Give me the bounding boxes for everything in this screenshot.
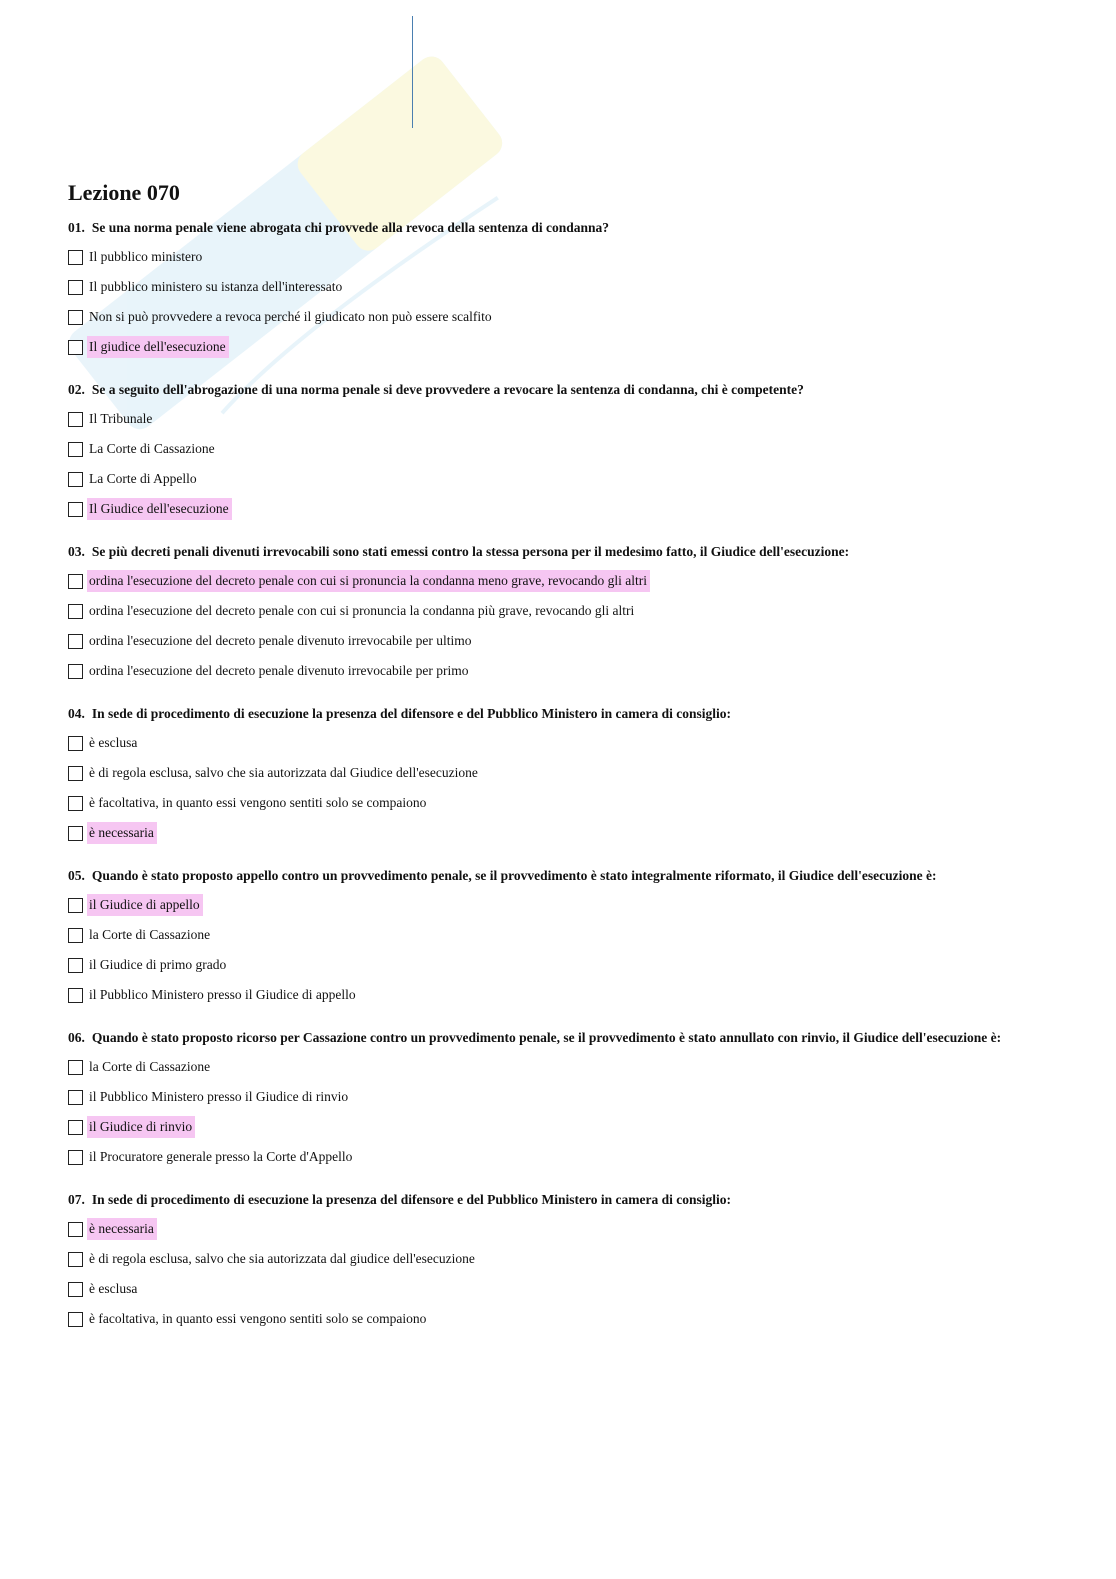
checkbox-icon[interactable] <box>68 898 83 913</box>
answer-label-highlighted: il Giudice di rinvio <box>87 1116 195 1138</box>
checkbox-icon[interactable] <box>68 1120 83 1135</box>
answer-option[interactable] <box>68 466 1068 492</box>
question-number: 05. <box>68 868 85 883</box>
answer-label: il Pubblico Ministero presso il Giudice di appello <box>89 987 356 1002</box>
question-text <box>68 380 1068 400</box>
checkbox-icon[interactable] <box>68 826 83 841</box>
checkbox-icon[interactable] <box>68 1312 83 1327</box>
question-list <box>68 218 1068 1332</box>
answer-option[interactable] <box>68 1144 1068 1170</box>
question-text <box>68 1028 1068 1048</box>
question-text <box>68 704 1068 724</box>
answer-option[interactable] <box>68 730 1068 756</box>
answer-label-highlighted: è necessaria <box>87 1218 157 1240</box>
question-number: 01. <box>68 220 85 235</box>
answer-option[interactable] <box>68 790 1068 816</box>
answer-option[interactable] <box>68 1276 1068 1302</box>
question-number: 02. <box>68 382 85 397</box>
question-number: 04. <box>68 706 85 721</box>
answer-label: è di regola esclusa, salvo che sia autorizzata dal giudice dell'esecuzione <box>89 1251 475 1266</box>
checkbox-icon[interactable] <box>68 472 83 487</box>
answer-label: è esclusa <box>89 1281 138 1296</box>
checkbox-icon[interactable] <box>68 766 83 781</box>
checkbox-icon[interactable] <box>68 1252 83 1267</box>
answer-option[interactable] <box>68 598 1068 624</box>
checkbox-icon[interactable] <box>68 442 83 457</box>
answer-option[interactable] <box>68 304 1068 330</box>
answer-label-highlighted: Il Giudice dell'esecuzione <box>87 498 232 520</box>
answer-label: il Giudice di primo grado <box>89 957 227 972</box>
checkbox-icon[interactable] <box>68 1282 83 1297</box>
checkbox-icon[interactable] <box>68 574 83 589</box>
checkbox-icon[interactable] <box>68 736 83 751</box>
question-7 <box>68 1190 1068 1332</box>
answer-label: è facoltativa, in quanto essi vengono sentiti solo se compaiono <box>89 795 427 810</box>
answer-label: Non si può provvedere a revoca perché il giudicato non può essere scalfito <box>89 309 492 324</box>
checkbox-icon[interactable] <box>68 1150 83 1165</box>
answer-label-highlighted: Il giudice dell'esecuzione <box>87 336 229 358</box>
answer-option[interactable] <box>68 922 1068 948</box>
question-text <box>68 866 1068 886</box>
question-5 <box>68 866 1068 1008</box>
answer-option[interactable] <box>68 1216 1068 1242</box>
answer-option[interactable] <box>68 1084 1068 1110</box>
question-number: 07. <box>68 1192 85 1207</box>
answer-label: il Pubblico Ministero presso il Giudice di rinvio <box>89 1089 349 1104</box>
answer-option[interactable] <box>68 760 1068 786</box>
question-3 <box>68 542 1068 684</box>
question-prompt: Quando è stato proposto ricorso per Cassazione contro un provvedimento penale, se il provvedimento è stato annullato con rinvio, il Giudice dell'esecuzione è: <box>91 1030 1002 1045</box>
checkbox-icon[interactable] <box>68 1060 83 1075</box>
checkbox-icon[interactable] <box>68 310 83 325</box>
checkbox-icon[interactable] <box>68 250 83 265</box>
checkbox-icon[interactable] <box>68 280 83 295</box>
answer-option[interactable] <box>68 952 1068 978</box>
lesson-title: Lezione 070 <box>68 180 180 205</box>
checkbox-icon[interactable] <box>68 502 83 517</box>
answer-option[interactable] <box>68 892 1068 918</box>
answer-label: ordina l'esecuzione del decreto penale con cui si pronuncia la condanna più grave, revocando gli altri <box>89 603 635 618</box>
answer-option[interactable] <box>68 1114 1068 1140</box>
checkbox-icon[interactable] <box>68 412 83 427</box>
question-text <box>68 218 1068 238</box>
answer-label: la Corte di Cassazione <box>89 1059 211 1074</box>
answer-label: è di regola esclusa, salvo che sia autorizzata dal Giudice dell'esecuzione <box>89 765 478 780</box>
question-prompt: Se più decreti penali divenuti irrevocabili sono stati emessi contro la stessa persona per il medesimo fatto, il Giudice dell'esecuzione: <box>91 544 850 559</box>
checkbox-icon[interactable] <box>68 1222 83 1237</box>
answer-label: La Corte di Cassazione <box>89 441 215 456</box>
answer-label: è esclusa <box>89 735 138 750</box>
checkbox-icon[interactable] <box>68 1090 83 1105</box>
checkbox-icon[interactable] <box>68 958 83 973</box>
answer-option[interactable] <box>68 334 1068 360</box>
question-6 <box>68 1028 1068 1170</box>
answer-option[interactable] <box>68 436 1068 462</box>
answer-option[interactable] <box>68 1246 1068 1272</box>
answer-option[interactable] <box>68 982 1068 1008</box>
question-1 <box>68 218 1068 360</box>
answer-option[interactable] <box>68 1054 1068 1080</box>
answer-label: Il pubblico ministero <box>89 249 203 264</box>
document-body <box>68 178 1068 1352</box>
answer-label-highlighted: ordina l'esecuzione del decreto penale con cui si pronuncia la condanna meno grave, revocando gli altri <box>87 570 650 592</box>
answer-label: il Procuratore generale presso la Corte d'Appello <box>89 1149 353 1164</box>
answer-label: La Corte di Appello <box>89 471 197 486</box>
question-text <box>68 1190 1068 1210</box>
checkbox-icon[interactable] <box>68 928 83 943</box>
vertical-rule <box>412 16 413 128</box>
question-text <box>68 542 1068 562</box>
answer-label: Il pubblico ministero su istanza dell'interessato <box>89 279 343 294</box>
answer-label: ordina l'esecuzione del decreto penale divenuto irrevocabile per ultimo <box>89 633 472 648</box>
question-prompt: Se a seguito dell'abrogazione di una norma penale si deve provvedere a revocare la sentenza di condanna, chi è competente? <box>91 382 804 397</box>
question-2 <box>68 380 1068 522</box>
checkbox-icon[interactable] <box>68 664 83 679</box>
answer-label: ordina l'esecuzione del decreto penale divenuto irrevocabile per primo <box>89 663 469 678</box>
checkbox-icon[interactable] <box>68 604 83 619</box>
answer-option[interactable] <box>68 820 1068 846</box>
question-prompt: In sede di procedimento di esecuzione la presenza del difensore e del Pubblico Ministero in camera di consiglio: <box>91 1192 731 1207</box>
question-prompt: Se una norma penale viene abrogata chi provvede alla revoca della sentenza di condanna? <box>91 220 610 235</box>
answer-option[interactable] <box>68 244 1068 270</box>
answer-label: è facoltativa, in quanto essi vengono sentiti solo se compaiono <box>89 1311 427 1326</box>
question-prompt: Quando è stato proposto appello contro un provvedimento penale, se il provvedimento è stato integralmente riformato, il Giudice dell'esecuzione è: <box>91 868 937 883</box>
answer-option[interactable] <box>68 496 1068 522</box>
checkbox-icon[interactable] <box>68 988 83 1003</box>
question-number: 03. <box>68 544 85 559</box>
answer-option[interactable] <box>68 658 1068 684</box>
answer-label: Il Tribunale <box>89 411 153 426</box>
answer-option[interactable] <box>68 568 1068 594</box>
checkbox-icon[interactable] <box>68 796 83 811</box>
question-prompt: In sede di procedimento di esecuzione la presenza del difensore e del Pubblico Ministero in camera di consiglio: <box>91 706 731 721</box>
answer-label-highlighted: è necessaria <box>87 822 157 844</box>
answer-option[interactable] <box>68 406 1068 432</box>
answer-option[interactable] <box>68 1306 1068 1332</box>
answer-label-highlighted: il Giudice di appello <box>87 894 203 916</box>
checkbox-icon[interactable] <box>68 340 83 355</box>
answer-label: la Corte di Cassazione <box>89 927 211 942</box>
checkbox-icon[interactable] <box>68 634 83 649</box>
answer-option[interactable] <box>68 274 1068 300</box>
answer-option[interactable] <box>68 628 1068 654</box>
question-number: 06. <box>68 1030 85 1045</box>
question-4 <box>68 704 1068 846</box>
